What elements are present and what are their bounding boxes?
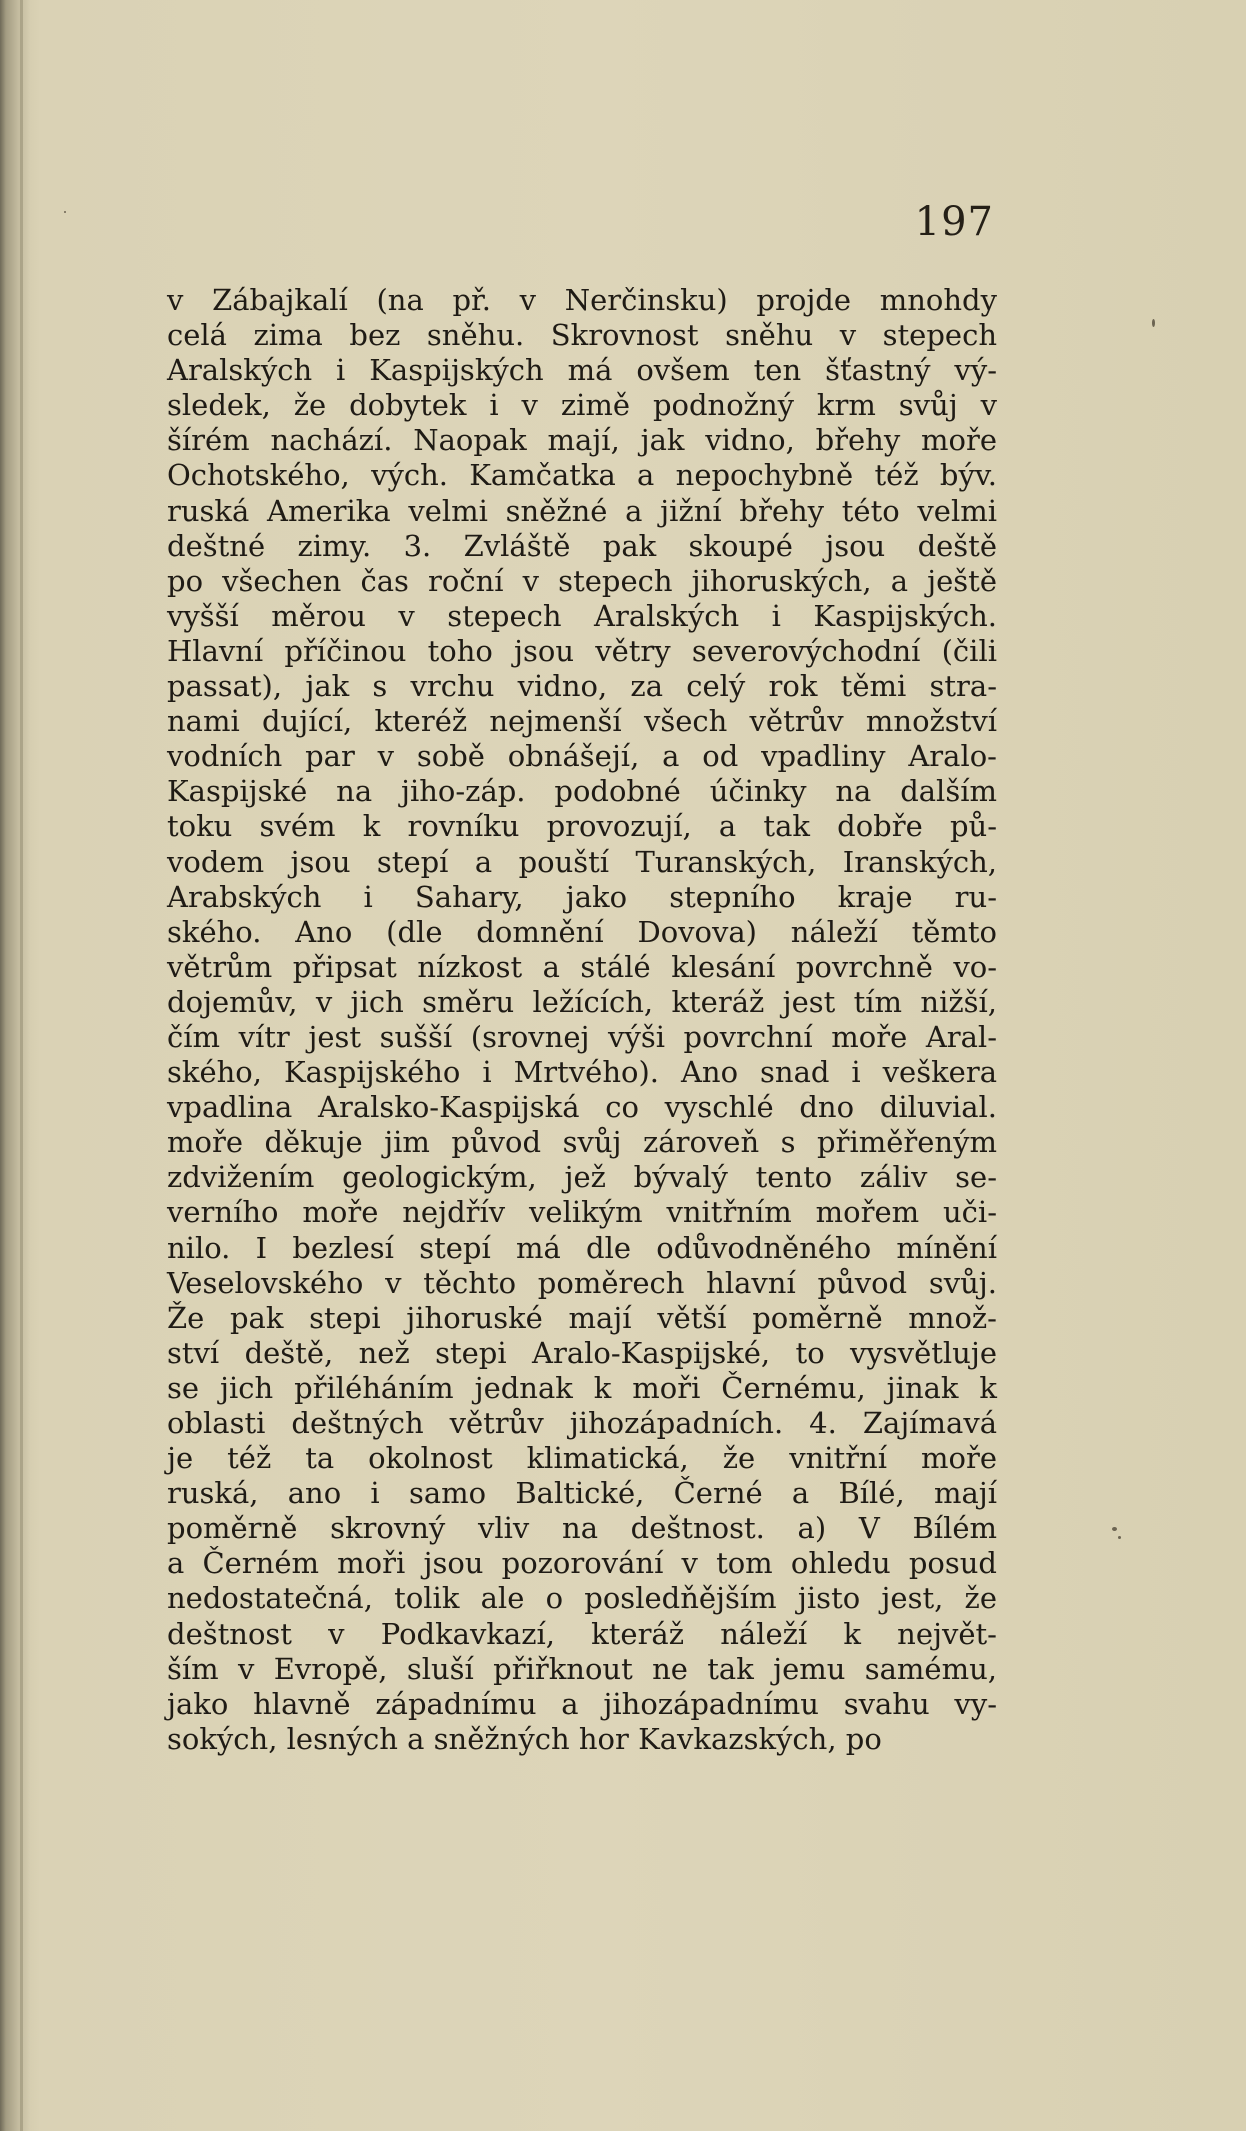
text-line: passat), jak s vrchu vidno, za celý rok těmi stra- <box>167 669 997 704</box>
paper-speck <box>1112 1527 1117 1531</box>
text-line: šírém nachází. Naopak mají, jak vidno, břehy moře <box>167 423 997 458</box>
binding-shadow <box>0 0 30 2131</box>
text-line: a Černém moři jsou pozorování v tom ohledu posud <box>167 1546 997 1581</box>
text-line: větrům připsat nízkost a stálé klesání povrchně vo- <box>167 949 997 984</box>
text-line: Kaspijské na jiho-záp. podobné účinky na dalším <box>167 774 997 809</box>
text-line: vodních par v sobě obnášejí, a od vpadliny Aralo- <box>167 739 997 774</box>
text-line: sokých, lesných a sněžných hor Kavkazských, po <box>167 1721 882 1756</box>
text-line: Že pak stepi jihoruské mají větší poměrně množ- <box>167 1300 997 1335</box>
text-line: po všechen čas roční v stepech jihoruských, a ještě <box>167 563 997 598</box>
text-line: v Zábajkalí (na př. v Nerčinsku) projde mnohdy <box>167 283 997 317</box>
text-line: toku svém k rovníku provozují, a tak dobře pů- <box>167 809 997 844</box>
text-line: verního moře nejdřív velikým vnitřním mořem uči- <box>167 1195 997 1230</box>
text-line: nami dující, kteréž nejmenší všech větrův množství <box>167 704 997 739</box>
binding-edge <box>20 0 23 2131</box>
text-line: Aralských i Kaspijských má ovšem ten šťastný vý- <box>167 353 997 388</box>
text-line: poměrně skrovný vliv na deštnost. a) V Bílém <box>167 1511 997 1546</box>
text-line: jako hlavně západnímu a jihozápadnímu svahu vy- <box>167 1686 997 1721</box>
text-line: nilo. I bezlesí stepí má dle odůvodněného mínění <box>167 1230 997 1265</box>
text-line: vodem jsou stepí a pouští Turanských, Iranských, <box>167 844 997 879</box>
text-line: Ochotského, vých. Kamčatka a nepochybně též býv. <box>167 458 997 493</box>
body-text <box>167 283 997 1757</box>
text-line: sledek, že dobytek i v zimě podnožný krm svůj v <box>167 388 997 423</box>
paper-speck <box>1152 319 1155 327</box>
text-line: ruská Amerika velmi sněžné a jižní břehy této velmi <box>167 493 997 528</box>
text-line: ruská, ano i samo Baltické, Černé a Bílé, mají <box>167 1476 997 1511</box>
page-number: 197 <box>914 199 994 245</box>
text-line: zdvižením geologickým, jež bývalý tento záliv se- <box>167 1160 997 1195</box>
text-line: ství deště, než stepi Aralo-Kaspijské, to vysvětluje <box>167 1335 997 1370</box>
text-line: dojemův, v jich směru ležících, kteráž jest tím nižší, <box>167 984 997 1019</box>
text-line: nedostatečná, tolik ale o posledňějším jisto jest, že <box>167 1581 997 1616</box>
text-line: ším v Evropě, sluší přiřknout ne tak jemu samému, <box>167 1651 997 1686</box>
text-line: deštnost v Podkavkazí, kteráž náleží k největ- <box>167 1616 997 1651</box>
text-line: Arabských i Sahary, jako stepního kraje ru- <box>167 879 997 914</box>
text-line: ského, Kaspijského i Mrtvého). Ano snad i veškera <box>167 1055 997 1090</box>
text-line: oblasti deštných větrův jihozápadních. 4. Zajímavá <box>167 1406 997 1440</box>
text-line: vpadlina Aralsko-Kaspijská co vyschlé dno diluvial. <box>167 1090 997 1125</box>
text-line: je též ta okolnost klimatická, že vnitřní moře <box>167 1441 997 1476</box>
text-line: vyšší měrou v stepech Aralských i Kaspijských. <box>167 598 997 633</box>
text-line: se jich přiléháním jednak k moři Černému, jinak k <box>167 1370 997 1405</box>
text-line: moře děkuje jim původ svůj zároveň s přiměřeným <box>167 1125 997 1160</box>
paper-speck <box>64 211 66 213</box>
text-line: čím vítr jest sušší (srovnej výši povrchní moře Aral- <box>167 1019 997 1054</box>
paper-speck <box>1118 1536 1121 1539</box>
text-line: celá zima bez sněhu. Skrovnost sněhu v stepech <box>167 318 997 353</box>
text-line: deštné zimy. 3. Zvláště pak skoupé jsou deště <box>167 528 997 563</box>
text-line: Veselovského v těchto poměrech hlavní původ svůj. <box>167 1265 997 1300</box>
text-line: Hlavní příčinou toho jsou větry severovýchodní (čili <box>167 633 997 668</box>
text-line: ského. Ano (dle domnění Dovova) náleží těmto <box>167 914 997 949</box>
